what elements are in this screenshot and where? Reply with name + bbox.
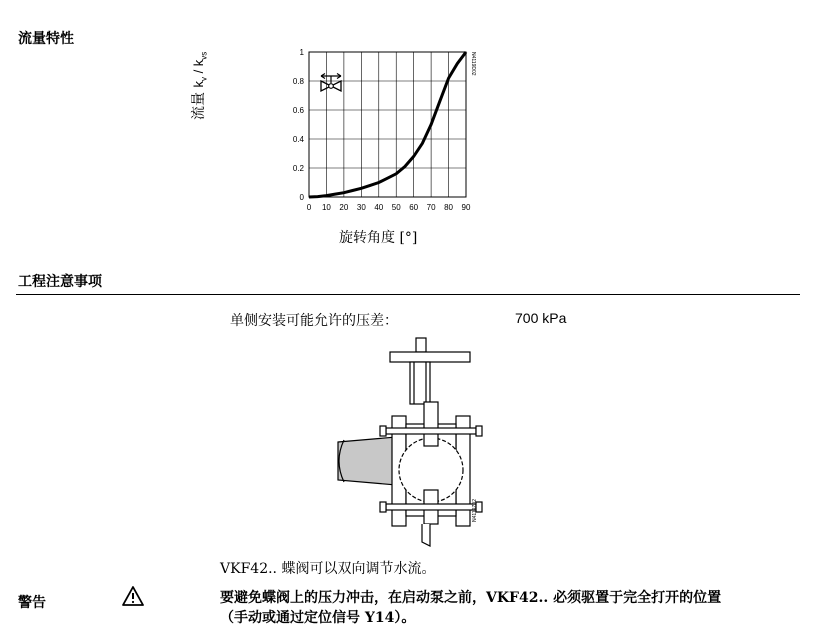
chart-y-axis-label: 流量 $k_v / k_{vs}$: [191, 51, 209, 120]
x-tick-label: 70: [426, 203, 436, 212]
x-tick-labels: [307, 203, 471, 212]
flow-characteristics-heading: 流量特性: [18, 31, 74, 47]
warning-triangle-icon: [121, 585, 145, 607]
y-tick-label: 1: [299, 48, 304, 57]
x-tick-label: 90: [461, 203, 471, 212]
x-tick-label: 80: [444, 203, 454, 212]
x-tick-label: 30: [356, 203, 366, 212]
warning-text: [220, 588, 800, 628]
plot-frame: [309, 52, 466, 197]
diagram-figure-code: N4119Z02: [472, 499, 478, 522]
x-tick-label: 50: [391, 203, 401, 212]
x-tick-label: 0: [306, 203, 312, 212]
y-tick-label: 0.8: [292, 77, 304, 86]
pressure-diff-value: 700 kPa: [515, 310, 567, 326]
y-tick-label: 0.6: [292, 106, 304, 115]
engineering-notes-heading: 工程注意事项: [18, 274, 102, 290]
x-tick-label: 10: [321, 203, 331, 212]
y-tick-label: 0: [299, 193, 304, 202]
chart-grid: [309, 52, 466, 197]
flow-characteristic-chart: [220, 40, 520, 250]
x-tick-label: 60: [409, 203, 419, 212]
y-tick-label: 0.4: [292, 135, 304, 144]
y-axis-label-prefix: 流量: [191, 87, 207, 120]
x-tick-label: 20: [339, 203, 349, 212]
flow-curve-line: [309, 52, 466, 197]
y-tick-label: 0.2: [292, 164, 304, 173]
y-tick-labels: [293, 48, 305, 202]
warning-line-2: （手动或通过定位信号 Y14）。: [220, 610, 416, 626]
section-divider: [16, 294, 800, 295]
warning-line-1: 要避免蝶阀上的压力冲击，在启动泵之前，VKF42.. 必须驱置于完全打开的位置: [220, 590, 722, 606]
butterfly-valve-icon: [321, 74, 341, 92]
pressure-diff-label: 单侧安装可能允许的压差：: [230, 313, 398, 329]
chart-figure-code: N4119D02: [470, 52, 476, 76]
bidirectional-note-text: VKF42.. 蝶阀可以双向调节水流。: [220, 561, 436, 577]
x-tick-label: 40: [374, 203, 384, 212]
butterfly-valve-installation-diagram: [330, 336, 490, 552]
warning-heading: 警告: [18, 595, 46, 611]
chart-x-axis-label: 旋转角度 [°]: [339, 230, 418, 246]
bidirectional-note: [220, 558, 435, 578]
